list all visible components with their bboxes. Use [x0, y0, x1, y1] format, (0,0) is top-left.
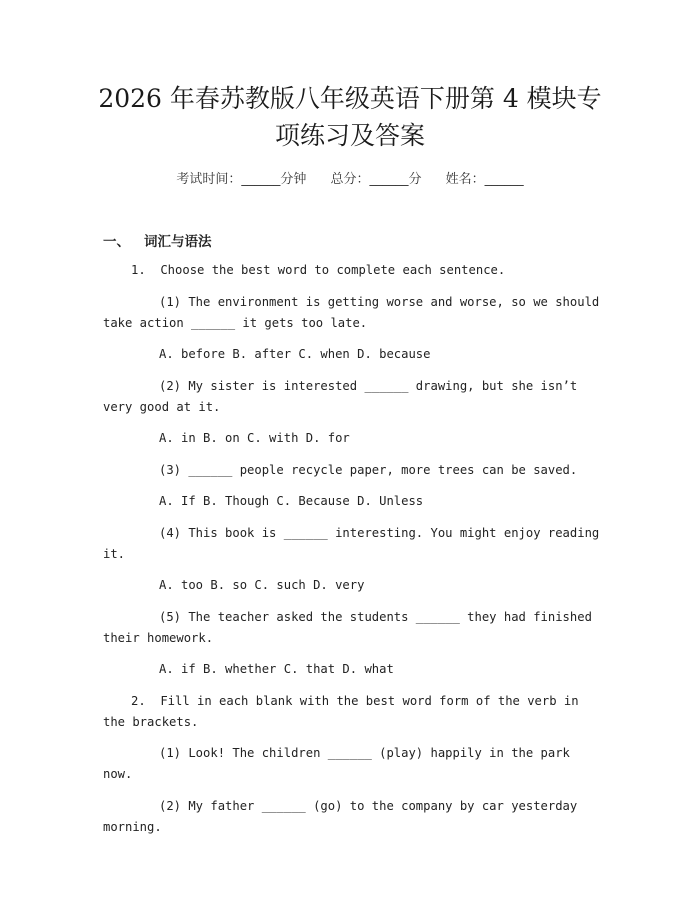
question-1-item-2: (2) My sister is interested ______ drawing, but she isn’t very good at it. — [103, 378, 585, 414]
question-2-stem: 2. Fill in each blank with the best word form of the verb in the brackets. — [103, 693, 586, 729]
question-1-item-4-options: A. too B. so C. such D. very — [159, 578, 365, 592]
question-2-item-1: (1) Look! The children ______ (play) happily in the park now. — [103, 746, 578, 781]
question-1-item-5: (5) The teacher asked the students ______ they had finished their homework. — [103, 609, 600, 645]
question-1-item-1-options: A. before B. after C. when D. because — [159, 347, 431, 361]
question-1-item-1: (1) The environment is getting worse and worse, so we should take action ______ it gets too late. — [103, 294, 607, 330]
question-1-item-3: (3) ______ people recycle paper, more trees can be saved. — [159, 462, 578, 477]
question-content — [103, 260, 607, 848]
question-1-item-4: (4) This book is ______ interesting. You might enjoy reading it. — [103, 525, 607, 561]
section-heading — [103, 230, 212, 250]
title-line-1: 2026 年春苏教版八年级英语下册第 4 模块专 — [98, 84, 602, 113]
section-number: 一、 — [103, 234, 130, 250]
section-title: 词汇与语法 — [144, 234, 212, 250]
question-1-stem: 1. Choose the best word to complete each sentence. — [131, 263, 506, 277]
student-name: 姓名：______ — [445, 172, 524, 187]
title-line-2: 项练习及答案 — [274, 121, 425, 150]
exam-info — [0, 168, 700, 187]
question-1-item-2-options: A. in B. on C. with D. for — [159, 431, 350, 445]
exam-time: 考试时间：______分钟 — [176, 172, 307, 187]
document-title — [60, 80, 640, 154]
question-1-item-5-options: A. if B. whether C. that D. what — [159, 662, 394, 676]
question-2-item-2: (2) My father ______ (go) to the company by car yesterday morning. — [103, 798, 585, 834]
total-score: 总分：______分 — [330, 172, 422, 187]
question-1-item-3-options: A. If B. Though C. Because D. Unless — [159, 494, 424, 508]
